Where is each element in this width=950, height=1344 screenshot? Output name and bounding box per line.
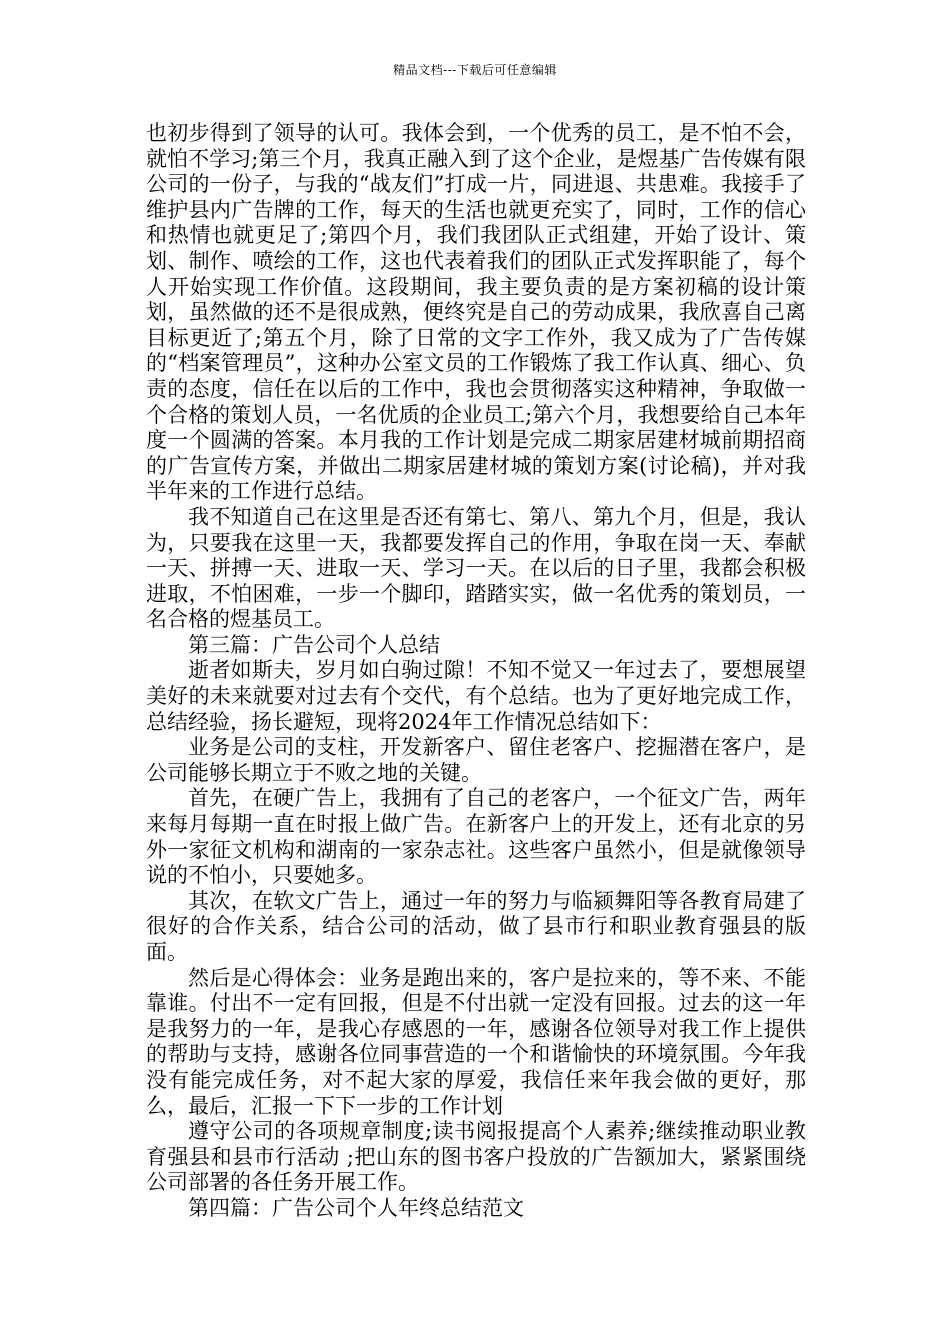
section-heading: 第三篇：广告公司个人总结 — [188, 632, 440, 657]
paragraph: 其次，在软文广告上，通过一年的努力与临颍舞阳等各教育局建了很好的合作关系，结合公司的活动，做了县市行和职业教育强县的版面。 — [146, 888, 806, 964]
paragraph: 逝者如斯夫，岁月如白驹过隙！不知不觉又一年过去了，要想展望美好的未来就要对过去有个交代，有个总结。也为了更好地完成工作，总结经验，扬长避短，现将2024年工作情况总结如下： — [146, 658, 806, 734]
paragraph: 遵守公司的各项规章制度;读书阅报提高个人素养;继续推动职业教育强县和县市行活动 ;把山东的图书客户投放的广告额加大，紧紧围绕公司部署的各任务开展工作。 — [146, 1119, 806, 1195]
section-heading: 第四篇：广告公司个人年终总结范文 — [188, 1195, 524, 1220]
document-body — [146, 121, 806, 1222]
paragraph: 首先，在硬广告上，我拥有了自己的老客户，一个征文广告，两年来每月每期一直在时报上做广告。在新客户上的开发上，还有北京的另外一家征文机构和湖南的一家杂志社。这些客户虽然小，但是就像领导说的不怕小，只要她多。 — [146, 786, 806, 888]
page-header: 精品文档---下载后可任意编辑 — [393, 63, 557, 77]
paragraph: 我不知道自己在这里是否还有第七、第八、第九个月，但是，我认为，只要我在这里一天，我都要发挥自己的作用，争取在岗一天、奉献一天、拼搏一天、进取一天、学习一天。在以后的日子里，我都会积极进取，不怕困难，一步一个脚印，踏踏实实，做一名优秀的策划员，一名合格的煜基员工。 — [146, 504, 806, 632]
paragraph: 然后是心得体会：业务是跑出来的，客户是拉来的，等不来、不能靠谁。付出不一定有回报，但是不付出就一定没有回报。过去的这一年是我努力的一年，是我心存感恩的一年，感谢各位领导对我工作上提供的帮助与支持，感谢各位同事营造的一个和谐愉快的环境氛围。今年我没有能完成任务，对不起大家的厚爱，我信任来年我会做的更好，那么，最后，汇报一下下一步的工作计划 — [146, 965, 806, 1118]
paragraph-continuation: 也初步得到了领导的认可。我体会到，一个优秀的员工，是不怕不会，就怕不学习;第三个月，我真正融入到了这个企业，是煜基广告传媒有限公司的一份子，与我的“战友们”打成一片，同进退、共患难。我接手了维护县内广告牌的工作，每天的生活也就更充实了，同时，工作的信心和热情也就更足了;第四个月，我们我团队正式组建，开始了设计、策划、制作、喷绘的工作，这也代表着我们的团队正式发挥职能了，每个人开始实现工作价值。这段期间，我主要负责的是方案初稿的设计策划，虽然做的还不是很成熟，便终究是自己的劳动成果，我欣喜自己离目标更近了;第五个月，除了日常的文字工作外，我又成为了广告传媒的“档案管理员”，这种办公室文员的工作锻炼了我工作认真、细心、负责的态度，信任在以后的工作中，我也会贯彻落实这种精神，争取做一个合格的策划人员，一名优质的企业员工;第六个月，我想要给自己本年度一个圆满的答案。本月我的工作计划是完成二期家居建材城前期招商的广告宣传方案，并做出二期家居建材城的策划方案(讨论稿)，并对我半年来的工作进行总结。 — [146, 121, 806, 504]
paragraph: 业务是公司的支柱，开发新客户、留住老客户、挖掘潜在客户，是公司能够长期立于不败之地的关键。 — [146, 735, 806, 785]
